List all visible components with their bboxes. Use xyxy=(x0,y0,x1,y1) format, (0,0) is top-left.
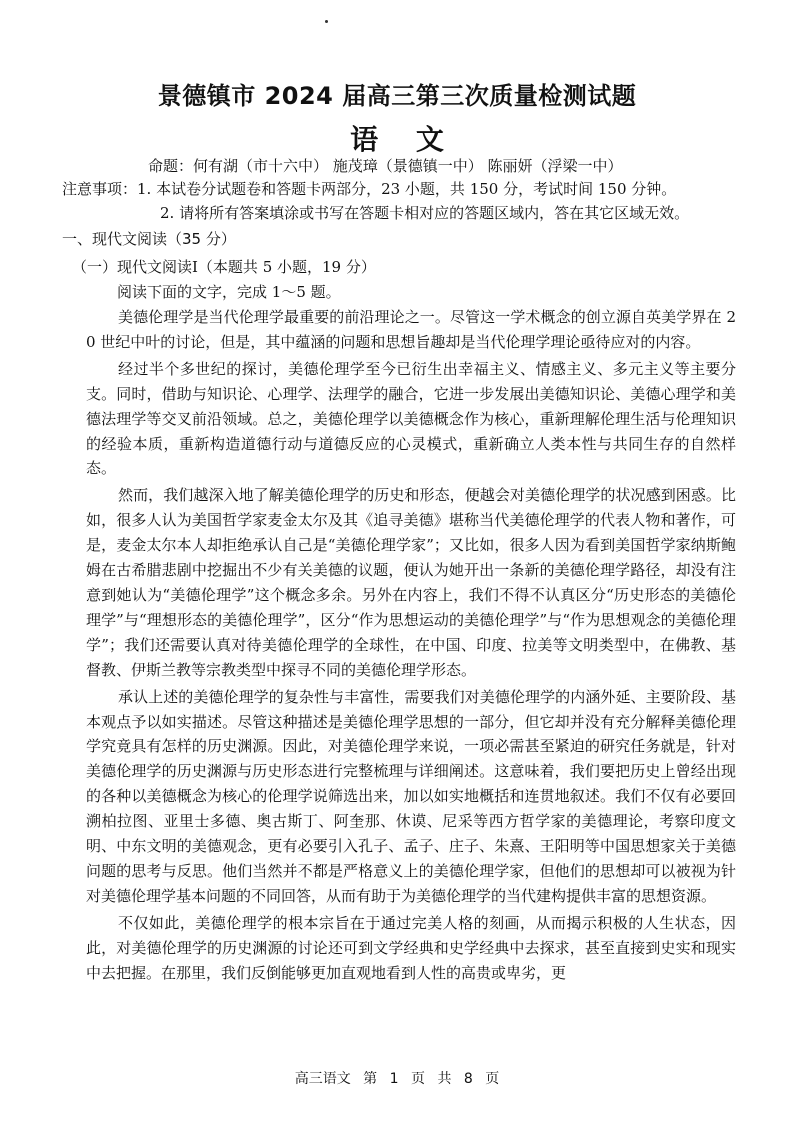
note-line-2: 2. 请将所有答案填涂或书写在答题卡相对应的答题区域内，答在其它区域无效。 xyxy=(160,204,690,222)
paragraph: 美德伦理学是当代伦理学最重要的前沿理论之一。尽管这一学术概念的创立源自英美学界在 20 世纪中叶的讨论，但是，其中蕴涵的问题和思想旨趣却是当代伦理学理论亟待应对的内容。 xyxy=(86,308,736,351)
paragraph: 承认上述的美德伦理学的复杂性与丰富性，需要我们对美德伦理学的内涵外延、主要阶段、基本观点予以如实描述。尽管这种描述是美德伦理学思想的一部分，但它却并没有充分解释美德伦理学究竟具有怎样的历史渊源。因此，对美德伦理学来说，一项必需甚至紧迫的研究任务就是，针对美德伦理学的历史渊源与历史形态进行完整梳理与详细阐述。这意味着，我们要把历史上曾经出现的各种以美德概念为核心的伦理学说筛选出来，加以如实地概括和连贯地叙述。我们不仅有必要回溯柏拉图、亚里士多德、奥古斯丁、阿奎那、休谟、尼采等西方哲学家的美德理论，考察印度文明、中东文明的美德观念，更有必要引入孔子、孟子、庄子、朱熹、王阳明等中国思想家关于美德问题的思考与反思。他们当然并不都是严格意义上的美德伦理学家，但他们的思想却可以被视为针对美德伦理学基本问题的不同回答，从而有助于为美德伦理学的当代建构提供丰富的思想资源。 xyxy=(86,687,736,905)
scan-speck xyxy=(325,20,328,23)
section-heading: 一、现代文阅读（35 分） xyxy=(62,230,236,248)
page-footer: 高三语文 第 1 页 共 8 页 xyxy=(294,1071,500,1087)
paragraph: 不仅如此，美德伦理学的根本宗旨在于通过完美人格的刻画，从而揭示积极的人生状态，因此，对美德伦理学的历史渊源的讨论还可到文学经典和史学经典中去探求，甚至直接到史实和现实中去把握。在那里，我们反倒能够更加直观地看到人性的高贵或卑劣，更 xyxy=(86,913,736,982)
exam-title: 景德镇市 2024 届高三第三次质量检测试题 xyxy=(157,82,637,110)
paragraph: 经过半个多世纪的探讨，美德伦理学至今已衍生出幸福主义、情感主义、多元主义等主要分支。同时，借助与知识论、心理学、法理学的融合，它进一步发展出美德知识论、美德心理学和美德法理学等交叉前沿领域。总之，美德伦理学以美德概念作为核心，重新理解伦理生活与伦理知识的经验本质，重新构造道德行动与道德反应的心灵模式，重新确立人类本性与共同生存的自然样态。 xyxy=(86,359,736,478)
authors-line: 命题：何有湖（市十六中） 施茂璋（景德镇一中） 陈丽妍（浮梁一中） xyxy=(148,157,623,175)
paragraph: 然而，我们越深入地了解美德伦理学的历史和形态，便越会对美德伦理学的状况感到困惑。比如，很多人认为美国哲学家麦金太尔及其《追寻美德》堪称当代美德伦理学的代表人物和著作，可是，麦金太尔本人却拒绝承认自己是“美德伦理学家”；又比如，很多人因为看到美国哲学家纳斯鲍姆在古希腊悲剧中挖掘出不少有关美德的议题，便认为她开出一条新的美德伦理学路径，却没有注意到她认为“美德伦理学”这个概念多余。另外在内容上，我们不得不认真区分“历史形态的美德伦理学”与“理想形态的美德伦理学”，区分“作为思想运动的美德伦理学”与“作为思想观念的美德伦理学”；我们还需要认真对待美德伦理学的全球性，在中国、印度、拉美等文明类型中，在佛教、基督教、伊斯兰教等宗教类型中探寻不同的美德伦理学形态。 xyxy=(86,486,736,679)
subsection-heading: （一）现代文阅读Ⅰ（本题共 5 小题，19 分） xyxy=(72,258,376,276)
subject-title: 语 文 xyxy=(350,123,444,156)
reading-instruction: 阅读下面的文字，完成 1～5 题。 xyxy=(117,283,341,301)
note-line-1: 注意事项：1. 本试卷分试题卷和答题卡两部分，23 小题，共 150 分，考试时间 150 分钟。 xyxy=(62,180,677,198)
reading-passage xyxy=(86,305,736,987)
